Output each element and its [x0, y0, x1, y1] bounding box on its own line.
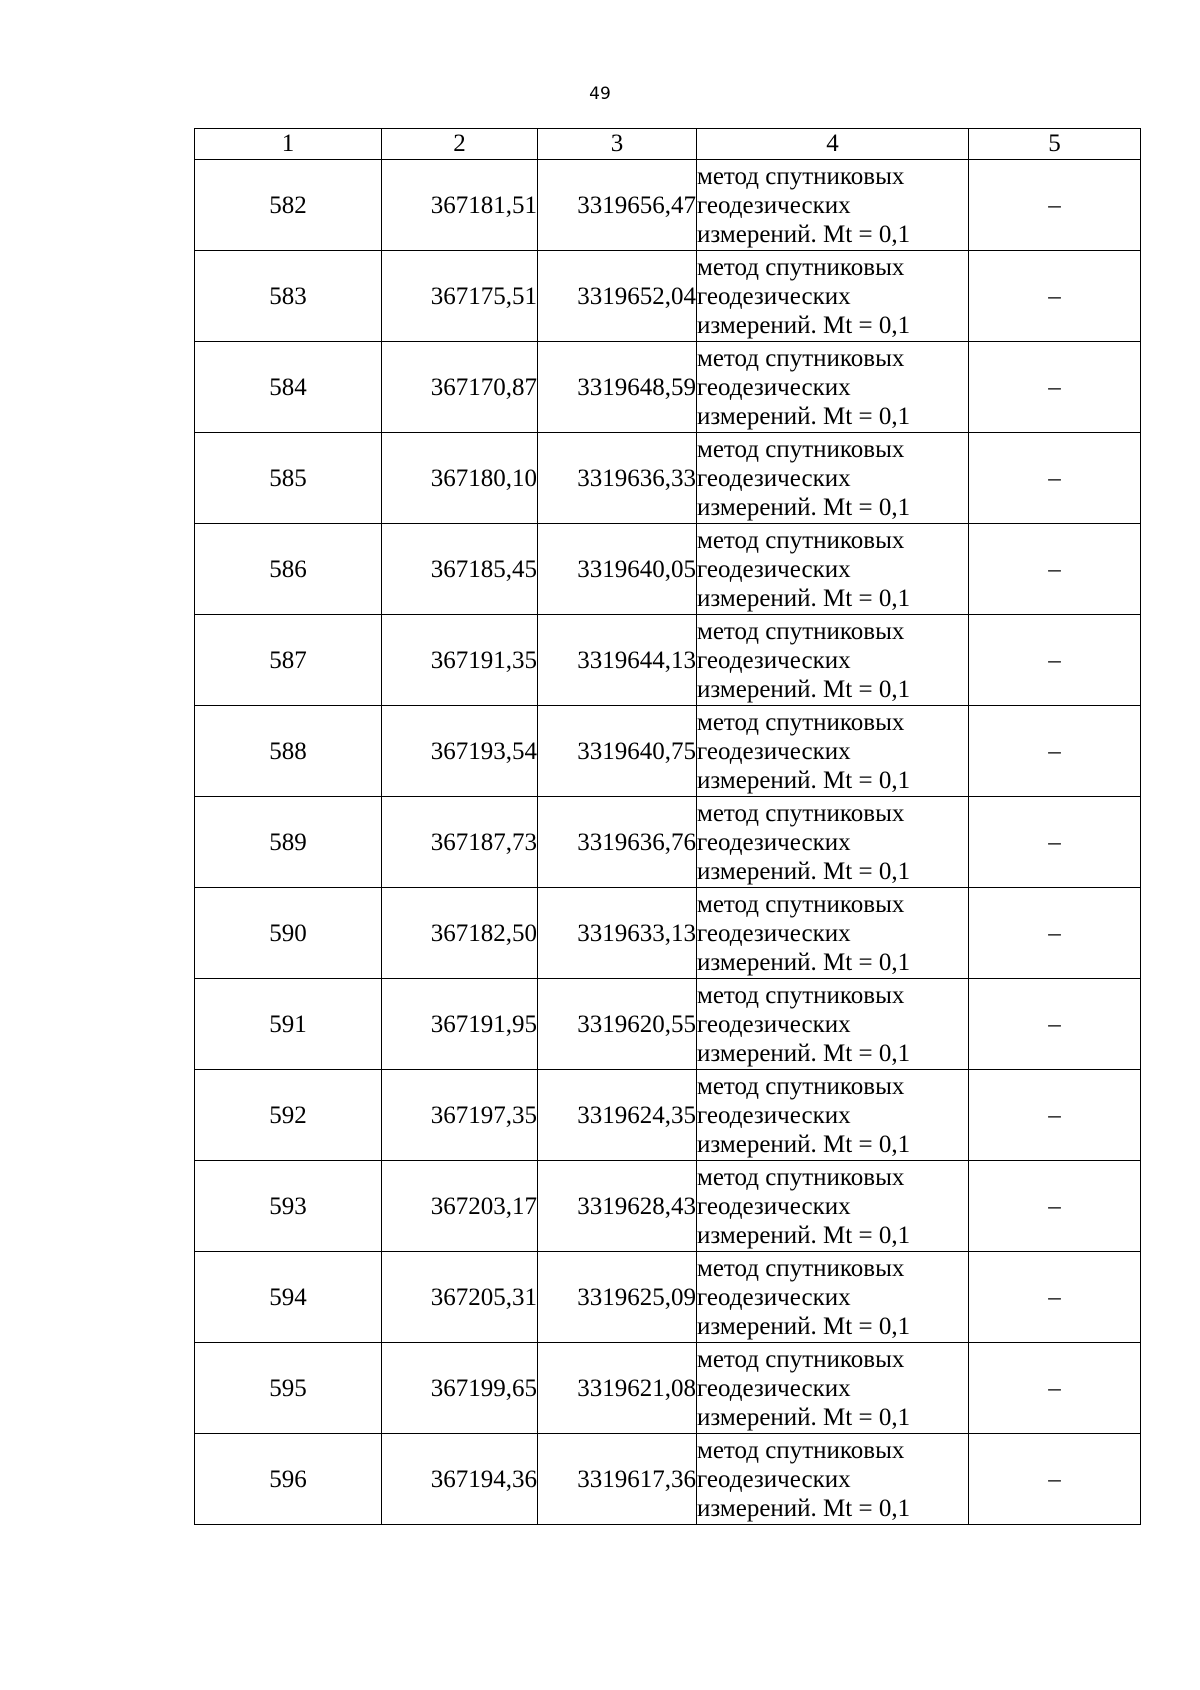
note-cell: –: [969, 1252, 1141, 1343]
table-row: [195, 1343, 1141, 1434]
point-number-cell: 595: [195, 1343, 382, 1434]
note-cell: –: [969, 1070, 1141, 1161]
method-text-line: метод спутниковых: [697, 981, 905, 1009]
point-number-cell: 582: [195, 160, 382, 251]
method-cell: [697, 251, 969, 342]
x-coordinate-cell: 367193,54: [382, 706, 538, 797]
table-row: [195, 979, 1141, 1070]
method-cell: [697, 1070, 969, 1161]
y-coordinate-cell: 3319640,75: [538, 706, 697, 797]
method-cell: [697, 888, 969, 979]
method-cell: [697, 1252, 969, 1343]
y-coordinate-cell: 3319636,76: [538, 797, 697, 888]
note-cell: –: [969, 1161, 1141, 1252]
method-text-line: измерений. Mt = 0,1: [697, 1039, 911, 1067]
point-number-cell: 592: [195, 1070, 382, 1161]
y-coordinate-cell: 3319620,55: [538, 979, 697, 1070]
table-row: [195, 797, 1141, 888]
y-coordinate-cell: 3319625,09: [538, 1252, 697, 1343]
x-coordinate-cell: 367175,51: [382, 251, 538, 342]
method-text-line: геодезических: [697, 1010, 851, 1038]
point-number-cell: 596: [195, 1434, 382, 1525]
x-coordinate-cell: 367205,31: [382, 1252, 538, 1343]
table-row: [195, 1252, 1141, 1343]
method-text-line: геодезических: [697, 737, 851, 765]
method-text-line: геодезических: [697, 1374, 851, 1402]
note-cell: –: [969, 433, 1141, 524]
method-text-line: измерений. Mt = 0,1: [697, 1130, 911, 1158]
point-number-cell: 589: [195, 797, 382, 888]
method-text-line: метод спутниковых: [697, 708, 905, 736]
table-row: [195, 615, 1141, 706]
table-row: [195, 706, 1141, 797]
note-cell: –: [969, 1343, 1141, 1434]
table-row: [195, 1070, 1141, 1161]
note-cell: –: [969, 979, 1141, 1070]
x-coordinate-cell: 367182,50: [382, 888, 538, 979]
x-coordinate-cell: 367181,51: [382, 160, 538, 251]
y-coordinate-cell: 3319636,33: [538, 433, 697, 524]
method-text-line: метод спутниковых: [697, 890, 905, 918]
note-cell: –: [969, 797, 1141, 888]
coordinates-table: [194, 128, 1141, 1525]
y-coordinate-cell: 3319648,59: [538, 342, 697, 433]
y-coordinate-cell: 3319624,35: [538, 1070, 697, 1161]
point-number-cell: 590: [195, 888, 382, 979]
note-cell: –: [969, 888, 1141, 979]
method-text-line: геодезических: [697, 828, 851, 856]
method-cell: [697, 706, 969, 797]
method-cell: [697, 615, 969, 706]
method-text-line: геодезических: [697, 1192, 851, 1220]
method-text-line: измерений. Mt = 0,1: [697, 1221, 911, 1249]
note-cell: –: [969, 160, 1141, 251]
method-text-line: метод спутниковых: [697, 799, 905, 827]
x-coordinate-cell: 367185,45: [382, 524, 538, 615]
x-coordinate-cell: 367203,17: [382, 1161, 538, 1252]
x-coordinate-cell: 367197,35: [382, 1070, 538, 1161]
x-coordinate-cell: 367194,36: [382, 1434, 538, 1525]
table-row: [195, 524, 1141, 615]
method-cell: [697, 797, 969, 888]
method-text-line: геодезических: [697, 1101, 851, 1129]
method-cell: [697, 1161, 969, 1252]
method-text-line: измерений. Mt = 0,1: [697, 948, 911, 976]
header-col-4: 4: [697, 129, 969, 160]
y-coordinate-cell: 3319640,05: [538, 524, 697, 615]
point-number-cell: 583: [195, 251, 382, 342]
method-text-line: метод спутниковых: [697, 344, 905, 372]
method-text-line: метод спутниковых: [697, 435, 905, 463]
method-cell: [697, 342, 969, 433]
x-coordinate-cell: 367191,95: [382, 979, 538, 1070]
method-cell: [697, 524, 969, 615]
y-coordinate-cell: 3319628,43: [538, 1161, 697, 1252]
point-number-cell: 587: [195, 615, 382, 706]
x-coordinate-cell: 367170,87: [382, 342, 538, 433]
y-coordinate-cell: 3319621,08: [538, 1343, 697, 1434]
table-row: [195, 1161, 1141, 1252]
table-row: [195, 888, 1141, 979]
method-text-line: геодезических: [697, 191, 851, 219]
y-coordinate-cell: 3319617,36: [538, 1434, 697, 1525]
method-text-line: геодезических: [697, 646, 851, 674]
method-text-line: метод спутниковых: [697, 1436, 905, 1464]
method-text-line: метод спутниковых: [697, 253, 905, 281]
point-number-cell: 588: [195, 706, 382, 797]
method-cell: [697, 160, 969, 251]
method-text-line: измерений. Mt = 0,1: [697, 857, 911, 885]
method-text-line: измерений. Mt = 0,1: [697, 1494, 911, 1522]
point-number-cell: 593: [195, 1161, 382, 1252]
method-text-line: метод спутниковых: [697, 1072, 905, 1100]
table-row: [195, 433, 1141, 524]
note-cell: –: [969, 524, 1141, 615]
note-cell: –: [969, 706, 1141, 797]
header-col-1: 1: [195, 129, 382, 160]
page-number: 49: [589, 84, 611, 104]
table-body: [195, 160, 1141, 1525]
method-text-line: измерений. Mt = 0,1: [697, 675, 911, 703]
method-text-line: измерений. Mt = 0,1: [697, 766, 911, 794]
y-coordinate-cell: 3319652,04: [538, 251, 697, 342]
table-row: [195, 1434, 1141, 1525]
note-cell: –: [969, 615, 1141, 706]
method-text-line: геодезических: [697, 1283, 851, 1311]
y-coordinate-cell: 3319633,13: [538, 888, 697, 979]
x-coordinate-cell: 367187,73: [382, 797, 538, 888]
method-cell: [697, 433, 969, 524]
header-row: [195, 129, 1141, 160]
method-cell: [697, 1343, 969, 1434]
header-col-3: 3: [538, 129, 697, 160]
method-text-line: геодезических: [697, 1465, 851, 1493]
method-text-line: метод спутниковых: [697, 1254, 905, 1282]
method-text-line: геодезических: [697, 373, 851, 401]
x-coordinate-cell: 367191,35: [382, 615, 538, 706]
method-text-line: измерений. Mt = 0,1: [697, 220, 911, 248]
method-text-line: геодезических: [697, 555, 851, 583]
method-text-line: измерений. Mt = 0,1: [697, 1312, 911, 1340]
point-number-cell: 591: [195, 979, 382, 1070]
method-text-line: измерений. Mt = 0,1: [697, 584, 911, 612]
point-number-cell: 586: [195, 524, 382, 615]
note-cell: –: [969, 1434, 1141, 1525]
method-text-line: метод спутниковых: [697, 617, 905, 645]
method-text-line: геодезических: [697, 464, 851, 492]
method-text-line: измерений. Mt = 0,1: [697, 402, 911, 430]
method-cell: [697, 1434, 969, 1525]
method-cell: [697, 979, 969, 1070]
point-number-cell: 584: [195, 342, 382, 433]
point-number-cell: 585: [195, 433, 382, 524]
note-cell: –: [969, 342, 1141, 433]
point-number-cell: 594: [195, 1252, 382, 1343]
note-cell: –: [969, 251, 1141, 342]
method-text-line: геодезических: [697, 919, 851, 947]
x-coordinate-cell: 367180,10: [382, 433, 538, 524]
method-text-line: измерений. Mt = 0,1: [697, 1403, 911, 1431]
method-text-line: метод спутниковых: [697, 526, 905, 554]
table-row: [195, 251, 1141, 342]
method-text-line: геодезических: [697, 282, 851, 310]
x-coordinate-cell: 367199,65: [382, 1343, 538, 1434]
header-col-5: 5: [969, 129, 1141, 160]
method-text-line: метод спутниковых: [697, 1345, 905, 1373]
table-header: [195, 129, 1141, 160]
table-row: [195, 160, 1141, 251]
method-text-line: метод спутниковых: [697, 162, 905, 190]
y-coordinate-cell: 3319644,13: [538, 615, 697, 706]
y-coordinate-cell: 3319656,47: [538, 160, 697, 251]
method-text-line: метод спутниковых: [697, 1163, 905, 1191]
header-col-2: 2: [382, 129, 538, 160]
method-text-line: измерений. Mt = 0,1: [697, 493, 911, 521]
method-text-line: измерений. Mt = 0,1: [697, 311, 911, 339]
table-row: [195, 342, 1141, 433]
